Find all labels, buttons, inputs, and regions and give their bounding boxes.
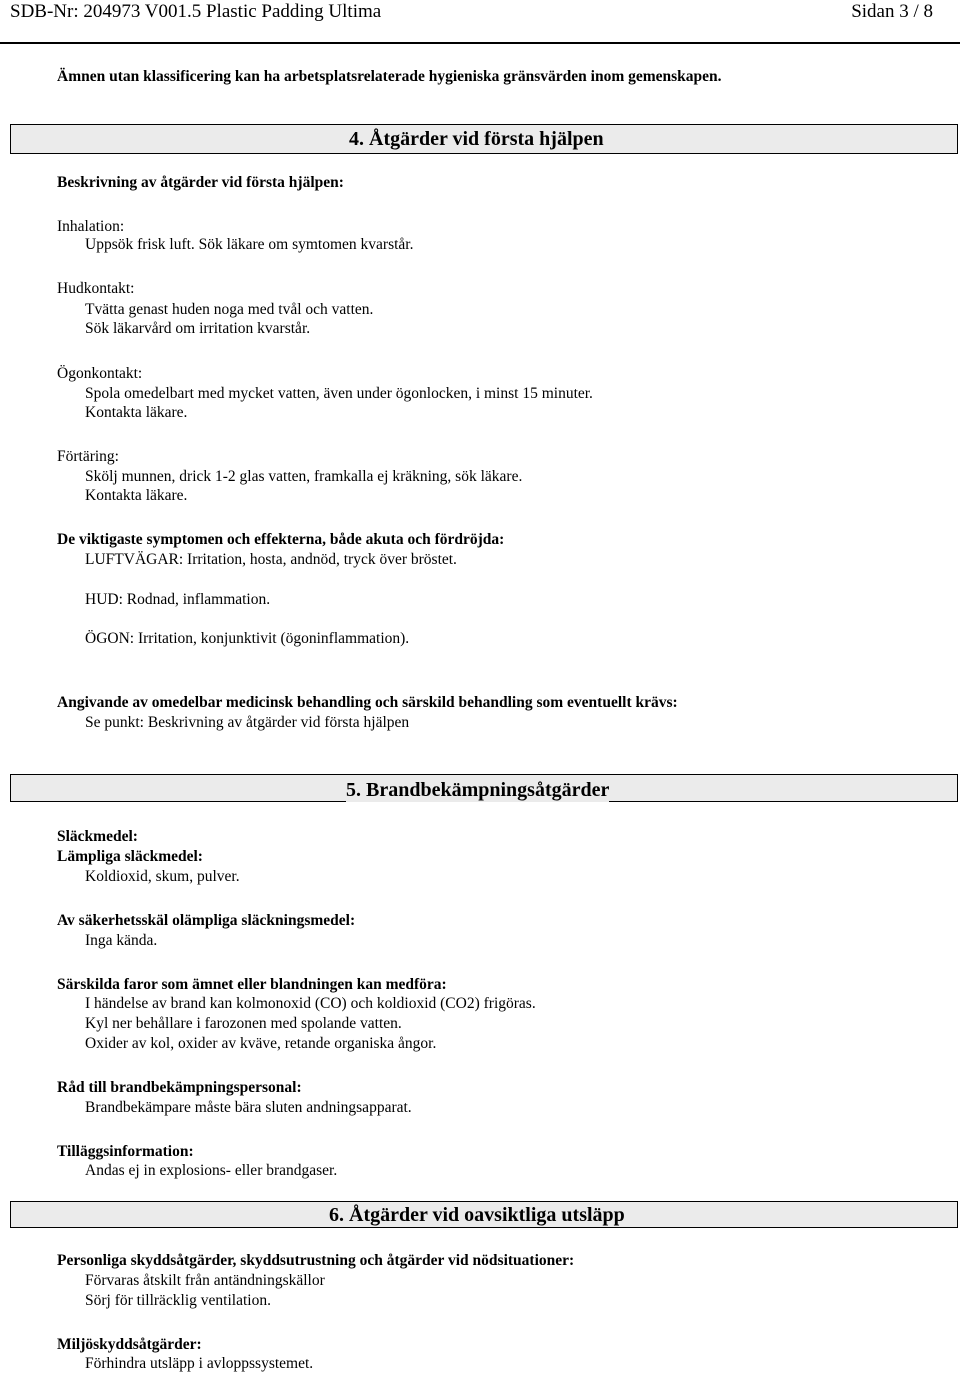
personal-precautions-line: Sörj för tillräcklig ventilation.: [85, 1292, 271, 1309]
suitable-media-heading: Lämpliga släckmedel:: [57, 848, 203, 865]
firefighter-advice-line: Brandbekämpare måste bära sluten andningsapparat.: [85, 1099, 412, 1116]
section-6-band: [10, 1201, 958, 1228]
environmental-precautions-heading: Miljöskyddsåtgärder:: [57, 1336, 202, 1353]
header-divider: [0, 42, 960, 44]
section-6-title: 6. Åtgärder vid oavsiktliga utsläpp: [329, 1204, 625, 1226]
ingestion-label: Förtäring:: [57, 448, 119, 465]
page-number: Sidan 3 / 8: [851, 1, 933, 22]
eye-label: Ögonkontakt:: [57, 365, 143, 382]
symptoms-line: HUD: Rodnad, inflammation.: [85, 591, 271, 608]
intro-text: Ämnen utan klassificering kan ha arbetsplatsrelaterade hygieniska gränsvärden inom gemenskapen.: [57, 68, 722, 85]
section-4-title: 4. Åtgärder vid första hjälpen: [349, 128, 604, 150]
extinguishing-media-heading: Släckmedel:: [57, 828, 138, 845]
skin-line: Tvätta genast huden noga med tvål och vatten.: [85, 301, 374, 318]
section-5-title: 5. Brandbekämpningsåtgärder: [346, 779, 610, 801]
special-hazards-line: Oxider av kol, oxider av kväve, retande organiska ångor.: [85, 1035, 437, 1052]
special-hazards-line: I händelse av brand kan kolmonoxid (CO) och koldioxid (CO2) frigöras.: [85, 995, 536, 1012]
special-hazards-line: Kyl ner behållare i farozonen med spolande vatten.: [85, 1015, 402, 1032]
ingestion-line: Kontakta läkare.: [85, 487, 188, 504]
environmental-precautions-line: Förhindra utsläpp i avloppssystemet.: [85, 1355, 314, 1372]
symptoms-heading: De viktigaste symptomen och effekterna, både akuta och fördröjda:: [57, 531, 505, 548]
treatment-line: Se punkt: Beskrivning av åtgärder vid första hjälpen: [85, 714, 410, 731]
additional-info-line: Andas ej in explosions- eller brandgaser.: [85, 1162, 338, 1179]
eye-line: Kontakta läkare.: [85, 404, 188, 421]
skin-label: Hudkontakt:: [57, 280, 135, 297]
additional-info-heading: Tilläggsinformation:: [57, 1143, 194, 1160]
personal-precautions-line: Förvaras åtskilt från antändningskällor: [85, 1272, 325, 1289]
inhalation-label: Inhalation:: [57, 218, 125, 235]
inhalation-line: Uppsök frisk luft. Sök läkare om symtomen kvarstår.: [85, 236, 414, 253]
suitable-media-line: Koldioxid, skum, pulver.: [85, 868, 240, 885]
section-4-band: [10, 124, 958, 154]
section-5-band: [10, 774, 958, 802]
ingestion-line: Skölj munnen, drick 1-2 glas vatten, framkalla ej kräkning, sök läkare.: [85, 468, 523, 485]
special-hazards-heading: Särskilda faror som ämnet eller blandningen kan medföra:: [57, 976, 447, 993]
personal-precautions-heading: Personliga skyddsåtgärder, skyddsutrustning och åtgärder vid nödsituationer:: [57, 1252, 575, 1269]
firefighter-advice-heading: Råd till brandbekämpningspersonal:: [57, 1079, 302, 1096]
unsuitable-media-line: Inga kända.: [85, 932, 158, 949]
unsuitable-media-heading: Av säkerhetsskäl olämpliga släckningsmedel:: [57, 912, 356, 929]
eye-line: Spola omedelbart med mycket vatten, även under ögonlocken, i minst 15 minuter.: [85, 385, 593, 402]
treatment-heading: Angivande av omedelbar medicinsk behandling och särskild behandling som eventuellt krävs:: [57, 694, 678, 711]
symptoms-line: LUFTVÄGAR: Irritation, hosta, andnöd, tryck över bröstet.: [85, 551, 457, 568]
document-header-id: SDB-Nr: 204973 V001.5 Plastic Padding Ultima: [10, 1, 382, 22]
symptoms-line: ÖGON: Irritation, konjunktivit (ögoninflammation).: [85, 630, 410, 647]
first-aid-description-heading: Beskrivning av åtgärder vid första hjälpen:: [57, 174, 344, 191]
skin-line: Sök läkarvård om irritation kvarstår.: [85, 320, 311, 337]
